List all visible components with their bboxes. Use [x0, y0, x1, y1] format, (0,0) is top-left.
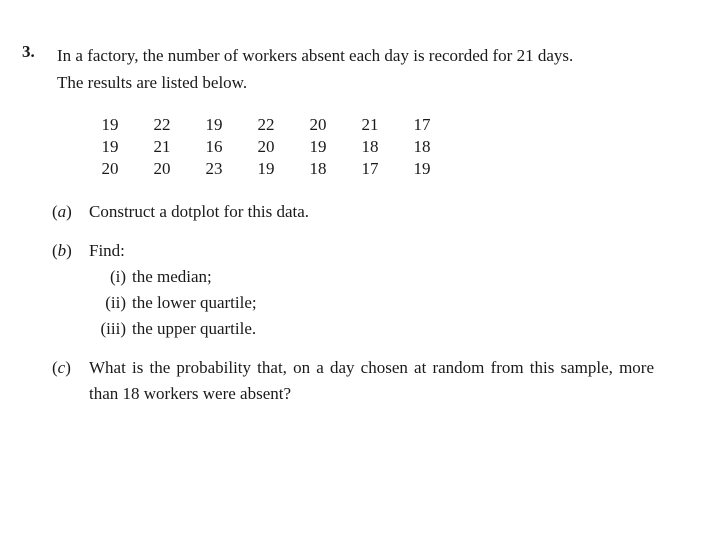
table-cell: 19: [413, 159, 431, 178]
subpart-numeral: (iii): [100, 319, 126, 338]
table-cell: 18: [413, 137, 431, 156]
subpart-text: the upper quartile.: [132, 319, 257, 338]
part-c-label: (c): [52, 358, 71, 377]
table-cell: 20: [309, 115, 327, 134]
table-cell: 20: [257, 137, 275, 156]
subpart-ii: [84, 290, 257, 316]
table-cell: 19: [309, 137, 327, 156]
subpart-iii: [84, 316, 256, 342]
part-c-text: What is the probability that, on a day chosen at random from this sample, more than 18 workers were absent?: [89, 358, 654, 403]
table-row: [84, 158, 448, 180]
table-row: [84, 136, 448, 158]
subpart-numeral: (ii): [105, 293, 126, 312]
table-cell: 21: [153, 137, 171, 156]
subpart-numeral: (i): [109, 267, 126, 286]
table-row: [84, 114, 448, 136]
table-cell: 19: [205, 115, 223, 134]
table-cell: 18: [309, 159, 327, 178]
table-cell: 21: [361, 115, 379, 134]
subpart-i: [84, 264, 212, 290]
part-b: [52, 238, 125, 264]
subpart-text: the lower quartile;: [132, 293, 257, 312]
table-cell: 19: [101, 137, 119, 156]
part-c: [52, 355, 654, 407]
subpart-text: the median;: [132, 267, 212, 286]
stem-line: The results are listed below.: [57, 73, 248, 92]
table-cell: 17: [413, 115, 431, 134]
part-a-label: (a): [52, 202, 72, 221]
part-a: [52, 199, 309, 225]
table-cell: 19: [101, 115, 119, 134]
table-cell: 17: [361, 159, 379, 178]
table-cell: 19: [257, 159, 275, 178]
table-cell: 22: [153, 115, 171, 134]
table-cell: 22: [257, 115, 275, 134]
table-cell: 23: [205, 159, 223, 178]
stem-line: In a factory, the number of workers absent each day is recorded for 21 days.: [57, 46, 574, 65]
part-a-text: Construct a dotplot for this data.: [89, 202, 310, 221]
table-cell: 20: [101, 159, 119, 178]
data-table: [84, 114, 448, 180]
table-cell: 20: [153, 159, 171, 178]
part-b-text: Find:: [89, 241, 125, 260]
question-number: 3.: [22, 42, 35, 61]
table-cell: 18: [361, 137, 379, 156]
table-cell: 16: [205, 137, 223, 156]
part-b-label: (b): [52, 241, 72, 260]
question-stem: [57, 42, 687, 96]
